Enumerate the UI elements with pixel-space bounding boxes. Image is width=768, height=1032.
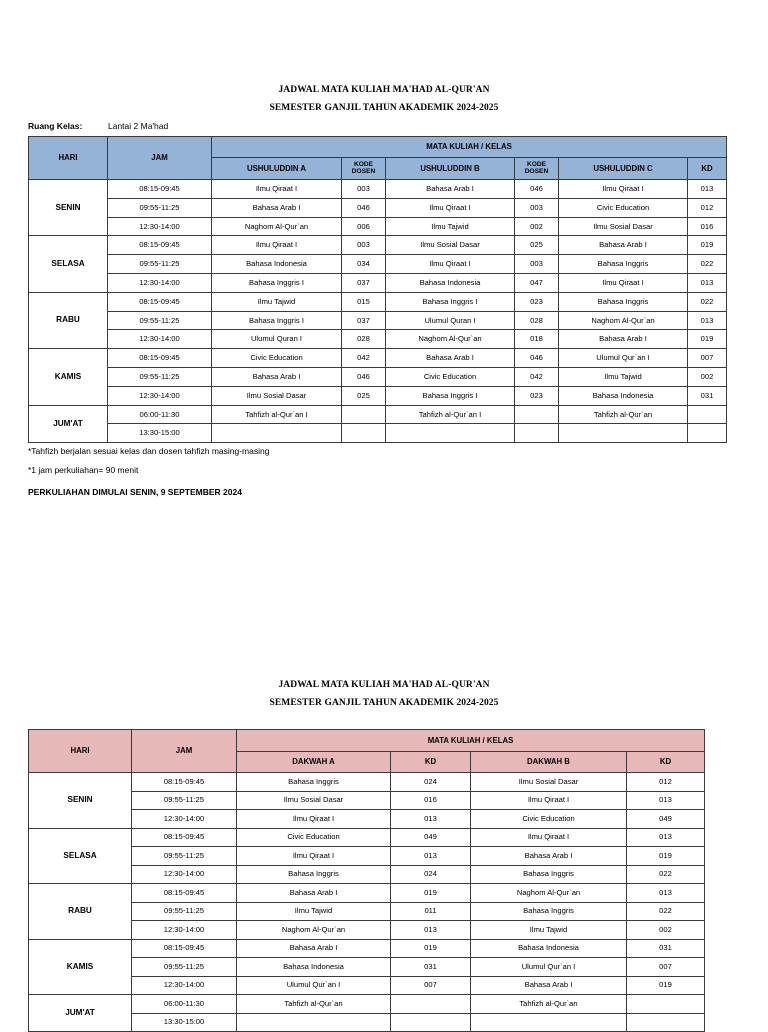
table-cell: Naghom Al-Qur`an [237,921,391,940]
time-cell: 12:30-14:00 [108,217,212,236]
table-cell: Tahfizh al-Qur`an [559,405,688,424]
table-cell: 019 [688,236,727,255]
time-cell: 08:15-09:45 [108,349,212,368]
header-col-ushuluddin-a: USHULUDDIN A [212,158,342,180]
table-row [29,236,727,255]
table-cell: Ilmu Tajwid [386,217,515,236]
table-cell: Ilmu Tajwid [559,367,688,386]
table-cell: 002 [515,217,559,236]
table-cell: 028 [515,311,559,330]
table-cell: Ilmu Qiraat I [237,847,391,866]
table-cell: 013 [627,791,705,810]
header-col-kode-dosen: KODE DOSEN [342,158,386,180]
table-cell: 023 [515,292,559,311]
table-cell: Naghom Al-Qur`an [559,311,688,330]
table-cell: Ilmu Tajwid [237,902,391,921]
header-col-dakwah-a: DAKWAH A [237,752,391,773]
table-cell: 002 [688,367,727,386]
table-cell: 019 [391,884,471,903]
table-cell: Tahfizh al-Qur`an [237,995,391,1014]
table-cell: 025 [342,386,386,405]
table-cell [342,405,386,424]
time-cell: 09:55-11:25 [132,958,237,977]
table-cell: 013 [391,810,471,829]
table-cell: Ilmu Qiraat I [559,180,688,199]
time-cell: 08:15-09:45 [108,292,212,311]
table-cell: 046 [515,349,559,368]
table-cell: Ilmu Sosial Dasar [386,236,515,255]
table-cell: Ilmu Sosial Dasar [471,773,627,792]
time-cell: 08:15-09:45 [132,939,237,958]
table-row [29,995,705,1014]
table-row [29,828,705,847]
header-col-kd: KD [688,158,727,180]
time-cell: 12:30-14:00 [132,921,237,940]
table-cell [515,405,559,424]
table-cell: 019 [688,330,727,349]
table-cell: Tahfizh al-Qur`an [471,995,627,1014]
day-cell: SENIN [29,180,108,236]
table-cell: 019 [627,847,705,866]
table-cell: Bahasa Arab I [386,180,515,199]
table-row [29,255,727,274]
table-cell: 031 [688,386,727,405]
table-cell: 049 [627,810,705,829]
table-cell: 015 [342,292,386,311]
time-cell: 09:55-11:25 [132,902,237,921]
table-cell [391,1013,471,1032]
day-cell: JUM'AT [29,995,132,1032]
time-cell: 06:00-11:30 [132,995,237,1014]
table-row [29,198,727,217]
table-cell: 022 [688,255,727,274]
table-cell: 007 [627,958,705,977]
table-row [29,273,727,292]
table-cell: Civic Education [386,367,515,386]
table-cell: Ulumul Quran I [212,330,342,349]
table-cell: 013 [391,847,471,866]
table-cell [342,424,386,443]
table-cell: Ilmu Qiraat I [237,810,391,829]
header-mata-kuliah-kelas: MATA KULIAH / KELAS [212,137,727,158]
table-cell: Naghom Al-Qur`an [471,884,627,903]
table-cell: Ilmu Qiraat I [386,198,515,217]
table-cell: Bahasa Arab I [559,236,688,255]
time-cell: 08:15-09:45 [108,236,212,255]
table-row [29,311,727,330]
table-cell: 007 [688,349,727,368]
table-cell [391,995,471,1014]
start-note: PERKULIAHAN DIMULAI SENIN, 9 SEPTEMBER 2024 [28,487,242,497]
table-cell: Civic Education [237,828,391,847]
table-cell: 018 [515,330,559,349]
header-col-kd: KD [391,752,471,773]
header-hari: HARI [29,137,108,180]
table-cell: Bahasa Indonesia [212,255,342,274]
table-cell: 023 [515,386,559,405]
table-cell [386,424,515,443]
day-cell: SELASA [29,236,108,292]
table-cell: 046 [515,180,559,199]
table-cell: Bahasa Indonesia [559,386,688,405]
room-label: Ruang Kelas: [28,121,83,131]
table-cell: 022 [627,902,705,921]
page2-subtitle: SEMESTER GANJIL TAHUN AKADEMIK 2024-2025 [269,698,499,708]
schedule-table-dakwah [28,729,705,1032]
note-jam: *1 jam perkuliahan= 90 menit [28,465,139,475]
table-cell: Bahasa Indonesia [471,939,627,958]
table-cell: 037 [342,311,386,330]
day-cell: RABU [29,292,108,348]
table-cell: 002 [627,921,705,940]
table-cell: Bahasa Inggris I [212,273,342,292]
table-cell: Bahasa Inggris [237,773,391,792]
table-cell: Bahasa Inggris [237,865,391,884]
table-cell: 016 [688,217,727,236]
table-cell: 003 [342,180,386,199]
table-cell: 049 [391,828,471,847]
time-cell: 12:30-14:00 [108,273,212,292]
day-cell: KAMIS [29,939,132,995]
table-row [29,367,727,386]
table-cell: Ilmu Qiraat I [386,255,515,274]
header-col-ushuluddin-c: USHULUDDIN C [559,158,688,180]
table-cell: Bahasa Indonesia [237,958,391,977]
table-cell: 046 [342,198,386,217]
table-cell: Ilmu Tajwid [471,921,627,940]
table-cell [471,1013,627,1032]
table-cell: Bahasa Arab I [212,367,342,386]
table-cell: 037 [342,273,386,292]
table-cell [688,405,727,424]
table-row [29,217,727,236]
time-cell: 12:30-14:00 [132,865,237,884]
time-cell: 08:15-09:45 [132,884,237,903]
time-cell: 06:00-11:30 [108,405,212,424]
note-tahfizh: *Tahfizh berjalan sesuai kelas dan dosen tahfizh masing-masing [28,446,270,456]
table-cell [688,424,727,443]
table-cell [237,1013,391,1032]
table-cell: Civic Education [212,349,342,368]
table-cell: 019 [627,976,705,995]
table-cell: 031 [627,939,705,958]
table-cell: 013 [391,921,471,940]
table-cell: 024 [391,865,471,884]
table-cell: Bahasa Arab I [471,847,627,866]
table-cell: Tahfizh al-Qur`an I [386,405,515,424]
table-cell: 025 [515,236,559,255]
header-mata-kuliah-kelas: MATA KULIAH / KELAS [237,730,705,752]
table-cell: 011 [391,902,471,921]
table-row [29,386,727,405]
table-cell: Bahasa Inggris I [386,292,515,311]
table-row [29,292,727,311]
time-cell: 09:55-11:25 [108,198,212,217]
table-cell: 013 [627,884,705,903]
table-cell: Bahasa Inggris [559,292,688,311]
table-row [29,405,727,424]
table-cell: Bahasa Inggris I [212,311,342,330]
table-cell: 007 [391,976,471,995]
table-cell: Bahasa Inggris [471,902,627,921]
table-cell: 003 [342,236,386,255]
table-cell [627,995,705,1014]
table-cell: Ilmu Qiraat I [471,791,627,810]
table-cell: 042 [342,349,386,368]
table-cell [559,424,688,443]
table-cell: 003 [515,198,559,217]
day-cell: JUM'AT [29,405,108,443]
table-cell: Ilmu Qiraat I [471,828,627,847]
page1-title: JADWAL MATA KULIAH MA'HAD AL-QUR'AN [278,85,490,95]
table-cell: 042 [515,367,559,386]
table-cell: Ilmu Sosial Dasar [237,791,391,810]
day-cell: SENIN [29,773,132,829]
header-hari: HARI [29,730,132,773]
time-cell: 09:55-11:25 [108,367,212,386]
table-cell: Ulumul Qur`an I [559,349,688,368]
table-cell: Bahasa Indonesia [386,273,515,292]
table-row [29,939,705,958]
table-row [29,424,727,443]
room-value: Lantai 2 Ma'had [108,121,169,131]
day-cell: KAMIS [29,349,108,405]
table-cell: 012 [688,198,727,217]
time-cell: 08:15-09:45 [132,828,237,847]
table-cell: Bahasa Arab I [212,198,342,217]
table-row [29,330,727,349]
table-cell: 024 [391,773,471,792]
table-cell: 013 [688,273,727,292]
table-cell: 003 [515,255,559,274]
time-cell: 09:55-11:25 [132,847,237,866]
time-cell: 08:15-09:45 [132,773,237,792]
table-cell: 006 [342,217,386,236]
table-cell: Bahasa Arab I [471,976,627,995]
header-jam: JAM [108,137,212,180]
header-col-kode-dosen: KODE DOSEN [515,158,559,180]
table-cell: Bahasa Arab I [237,939,391,958]
day-cell: RABU [29,884,132,940]
schedule-table-ushuluddin [28,136,727,443]
table-cell: Bahasa Arab I [559,330,688,349]
table-cell: Tahfizh al-Qur`an I [212,405,342,424]
table-cell: 012 [627,773,705,792]
table-cell: Civic Education [559,198,688,217]
table-cell: Ulumul Quran I [386,311,515,330]
table-cell: Ilmu Qiraat I [559,273,688,292]
table-cell: Naghom Al-Qur`an [386,330,515,349]
day-cell: SELASA [29,828,132,884]
header-col-kd: KD [627,752,705,773]
table-row [29,884,705,903]
table-cell: Civic Education [471,810,627,829]
table-cell: Ilmu Qiraat I [212,236,342,255]
table-cell: Ilmu Qiraat I [212,180,342,199]
time-cell: 12:30-14:00 [132,976,237,995]
table-cell: 013 [688,311,727,330]
table-cell: Ulumul Qur`an I [471,958,627,977]
table-cell: 022 [688,292,727,311]
time-cell: 09:55-11:25 [132,791,237,810]
header-jam: JAM [132,730,237,773]
header-col-dakwah-b: DAKWAH B [471,752,627,773]
time-cell: 13:30-15:00 [132,1013,237,1032]
table-cell: 022 [627,865,705,884]
time-cell: 09:55-11:25 [108,311,212,330]
table-cell: 034 [342,255,386,274]
time-cell: 12:30-14:00 [132,810,237,829]
table-cell: 019 [391,939,471,958]
header-col-ushuluddin-b: USHULUDDIN B [386,158,515,180]
table-cell: 013 [627,828,705,847]
table-cell: 047 [515,273,559,292]
time-cell: 12:30-14:00 [108,386,212,405]
table-cell: Ilmu Sosial Dasar [212,386,342,405]
table-cell: 028 [342,330,386,349]
table-row [29,349,727,368]
table-cell [627,1013,705,1032]
time-cell: 13:30-15:00 [108,424,212,443]
table-cell: 013 [688,180,727,199]
table-cell: Bahasa Inggris [559,255,688,274]
table-cell: Bahasa Arab I [386,349,515,368]
table-row [29,773,705,792]
table-cell: 031 [391,958,471,977]
table-cell: Naghom Al-Qur`an [212,217,342,236]
table-cell [212,424,342,443]
table-cell: Ilmu Tajwid [212,292,342,311]
table-cell [515,424,559,443]
page1-subtitle: SEMESTER GANJIL TAHUN AKADEMIK 2024-2025 [269,103,499,113]
table-cell: 016 [391,791,471,810]
page2-title: JADWAL MATA KULIAH MA'HAD AL-QUR'AN [278,680,490,690]
table-cell: 046 [342,367,386,386]
table-cell: Ilmu Sosial Dasar [559,217,688,236]
table-cell: Bahasa Inggris [471,865,627,884]
time-cell: 12:30-14:00 [108,330,212,349]
table-row [29,180,727,199]
time-cell: 08:15-09:45 [108,180,212,199]
table-cell: Ulumul Qur`an I [237,976,391,995]
table-cell: Bahasa Inggris I [386,386,515,405]
table-cell: Bahasa Arab I [237,884,391,903]
time-cell: 09:55-11:25 [108,255,212,274]
